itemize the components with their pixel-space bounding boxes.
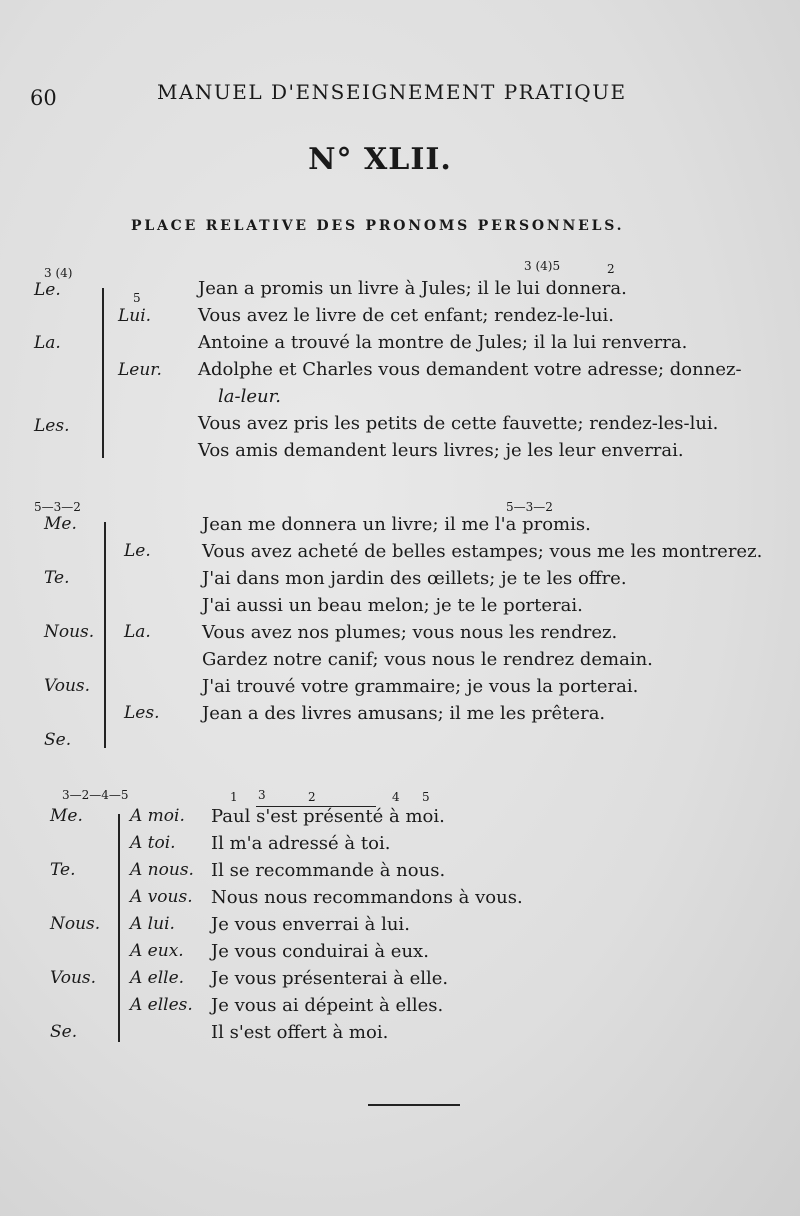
pronoun-label: A toi.: [130, 833, 176, 853]
example-sentence: la-leur.: [218, 386, 281, 407]
order-numbers-left: 3 (4): [44, 266, 73, 280]
pronoun-label: Nous.: [50, 914, 101, 934]
pronoun-label: La.: [124, 622, 151, 642]
order-numbers-line: 3 (4)5: [524, 259, 561, 273]
pronoun-label: A moi.: [130, 806, 185, 826]
example-sentence: J'ai dans mon jardin des œillets; je te les offre.: [202, 568, 627, 589]
example-sentence: Vous avez acheté de belles estampes; vous me les montrerez.: [202, 541, 763, 562]
example-sentence: Il s'est offert à moi.: [211, 1022, 389, 1043]
pronoun-label: Lui.: [118, 306, 152, 326]
pronoun-label: Se.: [44, 730, 72, 750]
order-number: 3: [258, 788, 266, 802]
example-sentence: Je vous ai dépeint à elles.: [211, 995, 444, 1016]
order-number: 2: [308, 790, 316, 804]
pronoun-label: Leur.: [118, 360, 162, 380]
pronoun-label: A lui.: [130, 914, 175, 934]
pronoun-label: Les.: [34, 416, 70, 436]
order-number: 4: [392, 790, 400, 804]
pronoun-label: Te.: [50, 860, 76, 880]
brace: [118, 814, 120, 1042]
example-sentence: Vos amis demandent leurs livres; je les leur enverrai.: [198, 440, 684, 461]
pronoun-label: A elle.: [130, 968, 185, 988]
example-sentence: Jean me donnera un livre; il me l'a promis.: [202, 514, 591, 535]
end-rule: [368, 1104, 460, 1106]
pronoun-label: Nous.: [44, 622, 95, 642]
order-numbers-left: 5—3—2: [34, 500, 81, 514]
running-head: MANUEL D'ENSEIGNEMENT PRATIQUE: [157, 80, 627, 104]
example-sentence: Je vous enverrai à lui.: [211, 914, 410, 935]
order-number-2: 2: [607, 262, 615, 276]
pronoun-label: Me.: [50, 806, 83, 826]
example-sentence: Vous avez pris les petits de cette fauvette; rendez-les-lui.: [198, 413, 719, 434]
order-number: 1: [230, 790, 238, 804]
example-sentence: Nous nous recommandons à vous.: [211, 887, 523, 908]
example-sentence: Antoine a trouvé la montre de Jules; il la lui renverra.: [198, 332, 688, 353]
pronoun-label: Se.: [50, 1022, 78, 1042]
pronoun-label: A nous.: [130, 860, 194, 880]
example-sentence: Vous avez nos plumes; vous nous les rendrez.: [202, 622, 618, 643]
pronoun-label: A vous.: [130, 887, 193, 907]
example-sentence: Jean a promis un livre à Jules; il le lui donnera.: [198, 278, 627, 299]
example-sentence: Paul s'est présenté à moi.: [211, 806, 445, 827]
brace: [102, 288, 104, 458]
pronoun-label: Vous.: [44, 676, 91, 696]
pronoun-label: A elles.: [130, 995, 193, 1015]
section-number: N° XLII.: [308, 142, 452, 177]
example-sentence: J'ai aussi un beau melon; je te le porterai.: [202, 595, 583, 616]
example-sentence: Je vous conduirai à eux.: [211, 941, 429, 962]
order-numbers-left: 3—2—4—5: [62, 788, 129, 802]
pronoun-label: Le.: [124, 541, 151, 561]
order-numbers-line: 5—3—2: [506, 500, 553, 514]
example-sentence: J'ai trouvé votre grammaire; je vous la porterai.: [202, 676, 639, 697]
page-number: 60: [30, 86, 57, 110]
example-sentence: Jean a des livres amusans; il me les prêtera.: [202, 703, 606, 724]
order-number-5: 5: [133, 291, 141, 305]
example-sentence: Vous avez le livre de cet enfant; rendez-le-lui.: [198, 305, 615, 326]
example-sentence: Il se recommande à nous.: [211, 860, 446, 881]
example-sentence: Il m'a adressé à toi.: [211, 833, 391, 854]
pronoun-label: Le.: [34, 280, 61, 300]
brace: [104, 522, 106, 748]
order-number: 5: [422, 790, 430, 804]
pronoun-label: La.: [34, 333, 61, 353]
example-sentence: Je vous présenterai à elle.: [211, 968, 449, 989]
example-sentence: Adolphe et Charles vous demandent votre adresse; donnez-: [198, 359, 742, 380]
pronoun-label: Te.: [44, 568, 70, 588]
example-sentence: Gardez notre canif; vous nous le rendrez demain.: [202, 649, 653, 670]
section-title: PLACE RELATIVE DES PRONOMS PERSONNELS.: [131, 218, 625, 234]
pronoun-label: Me.: [44, 514, 77, 534]
pronoun-label: A eux.: [130, 941, 184, 961]
pronoun-label: Les.: [124, 703, 160, 723]
pronoun-label: Vous.: [50, 968, 97, 988]
